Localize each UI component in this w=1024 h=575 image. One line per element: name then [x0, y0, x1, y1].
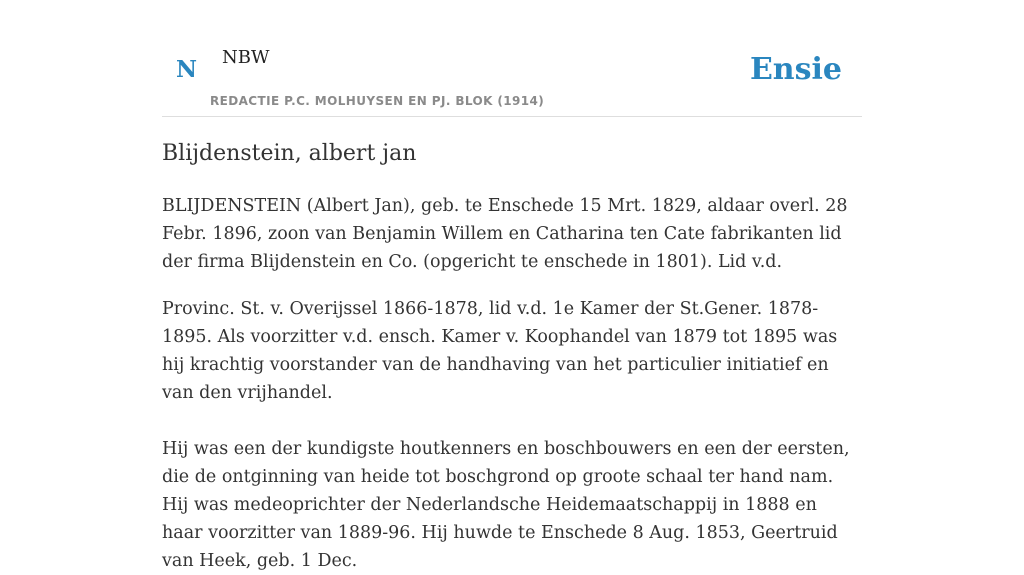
source-subtitle: REDACTIE P.C. MOLHUYSEN EN PJ. BLOK (1914) [210, 94, 545, 108]
article [162, 138, 862, 575]
source-logo[interactable]: N [176, 56, 198, 83]
page-header [162, 0, 862, 117]
article-paragraph-3: Hij was een der kundigste houtkenners en boschbouwers en een der eersten, die de ontginning van heide tot boschgrond op groote schaal ter hand nam. Hij was medeoprichter der Nederlandsche Heidemaatschappij in 1888 en haar voorzitter van 1889-96. Hij huwde te Enschede 8 Aug. 1853, Geertruid van Heek, geb. 1 Dec. [162, 439, 850, 571]
article-paragraph-2: Provinc. St. v. Overijssel 1866-1878, lid v.d. 1e Kamer der St.Gener. 1878-1895. Als voorzitter v.d. ensch. Kamer v. Koophandel van 1879 tot 1895 was hij krachtig voorstander van de handhaving van het particulier initiatief en van den vrijhandel. [162, 299, 838, 403]
article-paragraph-1: BLIJDENSTEIN (Albert Jan), geb. te Enschede 15 Mrt. 1829, aldaar overl. 28 Febr. 1896, zoon van Benjamin Willem en Catharina ten Cate fabrikanten lid der firma Blijdenstein en Co. (opgericht te enschede in 1801). Lid v.d. [162, 196, 848, 272]
article-title: Blijdenstein, albert jan [162, 141, 417, 166]
brand-logo[interactable]: Ensie [749, 52, 842, 87]
source-name[interactable]: NBW [222, 47, 270, 68]
